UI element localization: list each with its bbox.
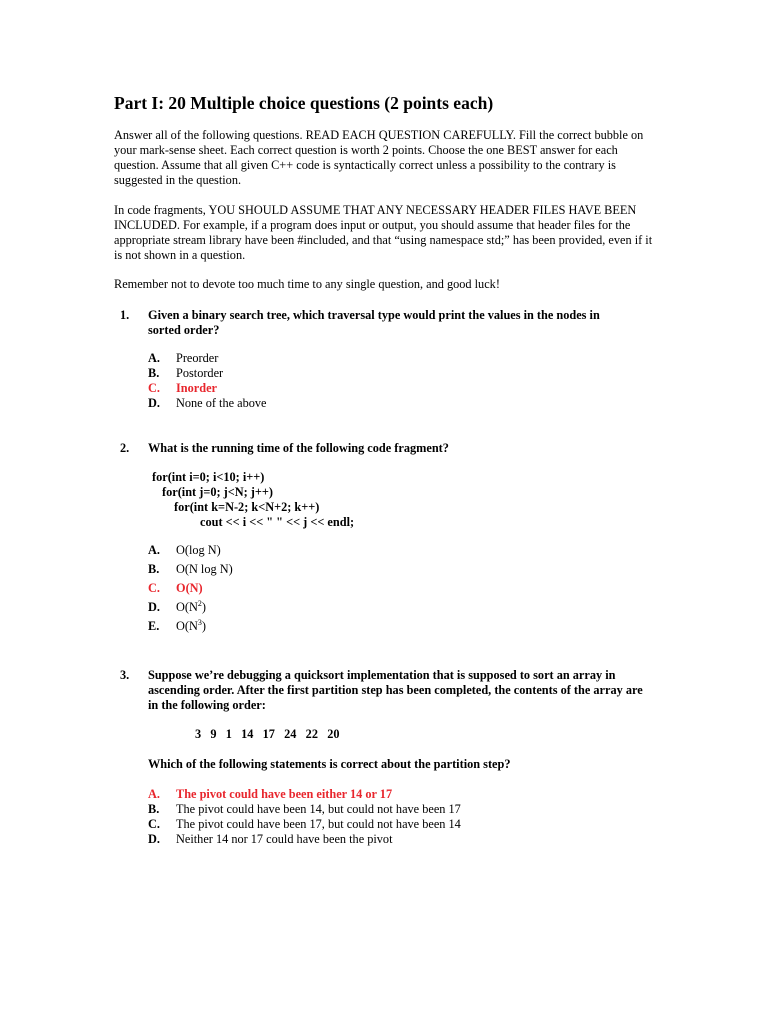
- question-3-options: [148, 787, 461, 847]
- option-c-correct: C. O(N): [148, 581, 203, 595]
- header-files-paragraph: In code fragments, YOU SHOULD ASSUME THAT ANY NECESSARY HEADER FILES HAVE BEEN INCLUDED. For example, if a program does input or output, you should assume that header files for the appropriate stream library have been #included, and that “using namespace std;” has been provided, even if it is not shown in a question.: [114, 203, 653, 262]
- option-d: D. $O(N^2)$: [148, 598, 206, 614]
- array-contents: 3 9 1 14 17 24 22 20: [195, 727, 340, 741]
- question-1-number: 1.: [120, 308, 130, 322]
- option-b: B. The pivot could have been 14, but could not have been 17: [148, 802, 461, 816]
- question-2-options: [148, 541, 233, 636]
- question-1-text: Given a binary search tree, which traversal type would print the values in the nodes in sorted order?: [148, 308, 600, 337]
- option-c-correct: C. Inorder: [148, 381, 217, 395]
- option-a-correct: A. The pivot could have been either 14 or 17: [148, 787, 393, 801]
- option-a: A. O(log N): [148, 543, 221, 557]
- code-line-3: for(int k=N-2; k<N+2; k++): [174, 500, 320, 514]
- option-c: C. The pivot could have been 17, but could not have been 14: [148, 817, 461, 831]
- instructions-paragraph: Answer all of the following questions. READ EACH QUESTION CAREFULLY. Fill the correct bubble on your mark-sense sheet. Each correct question is worth 2 points. Choose the one BEST answer for each question. Assume that all given C++ code is syntactically correct unless a possibility to the contrary is suggested in the question.: [114, 128, 644, 187]
- question-3-text: Suppose we’re debugging a quicksort implementation that is supposed to sort an array in ascending order. After the first partition step has been completed, the contents of the array are in the following order:: [148, 668, 643, 712]
- question-2-text: What is the running time of the following code fragment?: [148, 441, 449, 455]
- question-3-number: 3.: [120, 668, 130, 682]
- option-a: A. Preorder: [148, 351, 219, 365]
- good-luck-paragraph: Remember not to devote too much time to any single question, and good luck!: [114, 277, 500, 291]
- question-2-number: 2.: [120, 441, 130, 455]
- question-1-options: [148, 351, 267, 411]
- code-line-1: for(int i=0; i<10; i++): [152, 470, 265, 484]
- option-b: B. Postorder: [148, 366, 224, 380]
- option-d: D. Neither 14 nor 17 could have been the pivot: [148, 832, 393, 846]
- question-3-prompt: Which of the following statements is correct about the partition step?: [148, 757, 511, 771]
- option-d: D. None of the above: [148, 396, 267, 410]
- page-heading: Part I: 20 Multiple choice questions (2 points each): [114, 93, 494, 113]
- code-line-2: for(int j=0; j<N; j++): [162, 485, 273, 499]
- code-line-4: cout << i << " " << j << endl;: [200, 515, 355, 529]
- option-b: B. O(N log N): [148, 562, 233, 576]
- option-e: E. $O(N^3)$: [148, 617, 206, 633]
